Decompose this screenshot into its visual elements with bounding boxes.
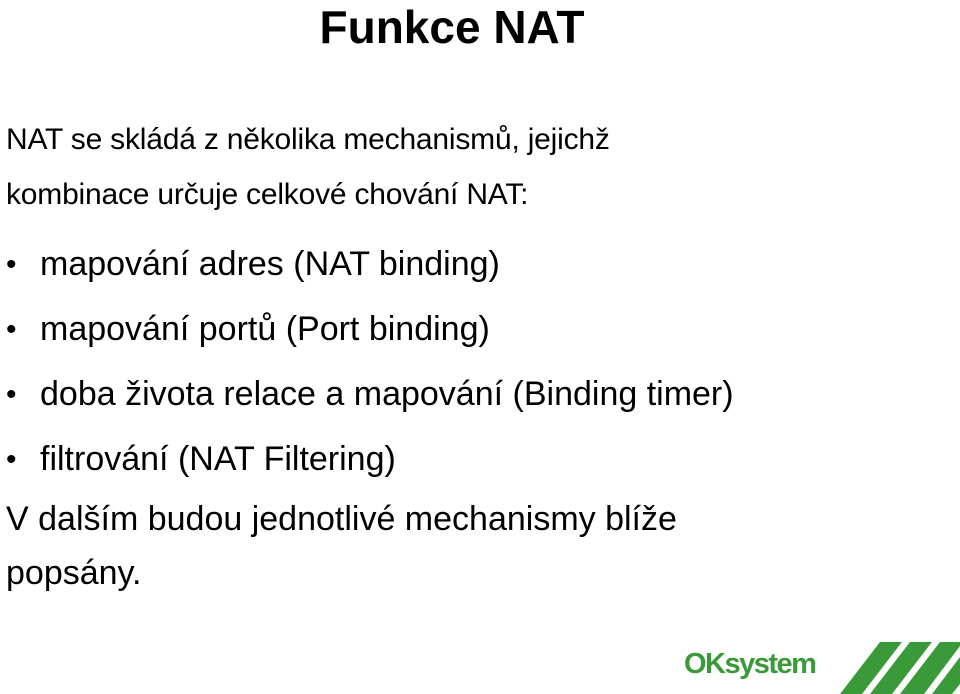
bullet-dot-icon: • bbox=[6, 313, 17, 346]
intro-line-2: kombinace určuje celkové chování NAT: bbox=[6, 178, 529, 211]
list-item bbox=[6, 362, 946, 427]
bullet-text: mapování adres (NAT binding) bbox=[40, 245, 500, 283]
green-stripes-icon bbox=[840, 642, 960, 694]
outro-line-1: V dalším budou jednotlivé mechanismy blíže bbox=[6, 500, 677, 538]
logo-text: OKsystem bbox=[684, 648, 816, 680]
intro-paragraph bbox=[6, 112, 946, 222]
bullet-text: filtrování (NAT Filtering) bbox=[40, 440, 396, 478]
slide-title: Funkce NAT bbox=[319, 1, 585, 53]
slide-body bbox=[6, 112, 946, 600]
bullet-dot-icon: • bbox=[6, 443, 17, 476]
outro-line-2: popsány. bbox=[6, 554, 142, 592]
list-item bbox=[6, 232, 946, 297]
list-item bbox=[6, 297, 946, 362]
bullet-dot-icon: • bbox=[6, 378, 17, 411]
intro-line-1: NAT se skládá z několika mechanismů, jejichž bbox=[6, 123, 610, 156]
bullet-list bbox=[6, 232, 946, 492]
outro-paragraph bbox=[6, 492, 946, 600]
bullet-text: doba života relace a mapování (Binding timer) bbox=[40, 375, 734, 413]
company-logo bbox=[684, 642, 960, 694]
bullet-text: mapování portů (Port binding) bbox=[40, 310, 490, 348]
list-item bbox=[6, 427, 946, 492]
bullet-dot-icon: • bbox=[6, 248, 17, 281]
